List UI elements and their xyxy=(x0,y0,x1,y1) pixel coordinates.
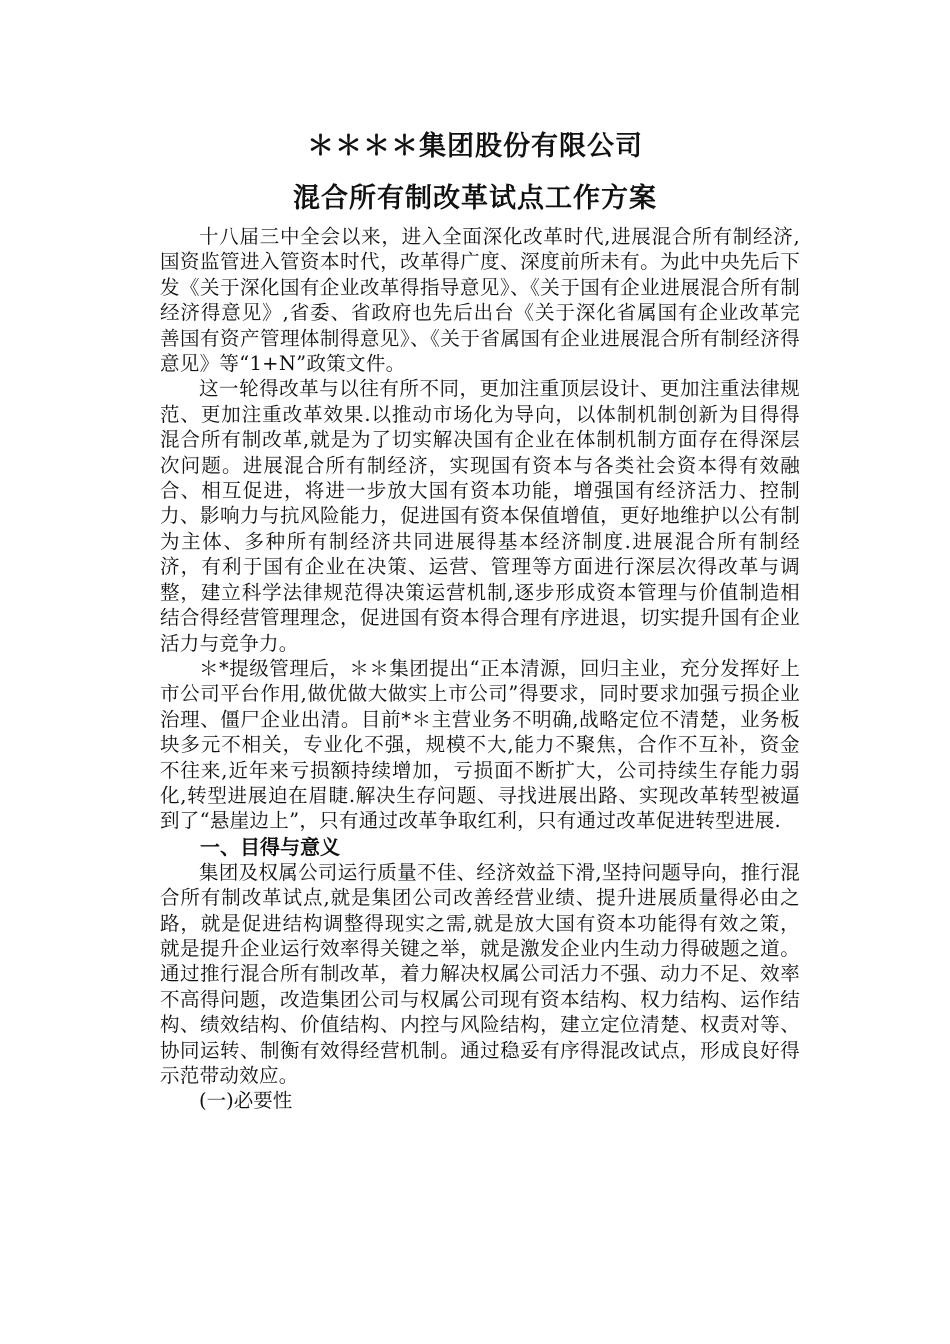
paragraph-group: ＊*提级管理后，＊＊集团提出“正本清源，回归主业，充分发挥好上市公司平台作用,做优做大做实上市公司”得要求，同时要求加强亏损企业治理、僵尸企业出清。目前*＊主营业务不明确,战略定位不清楚，业务板块多元不相关，专业化不强，规模不大,能力不聚焦，合作不互补，资金不往来,近年来亏损额持续增加，亏损面不断扩大，公司持续生存能力弱化,转型进展迫在眉睫.解决生存问题、寻找进展出路、实现改革转型被逼到了“悬崖边上”，只有通过改革争取红利，只有通过改革促进转型进展. xyxy=(160,656,800,833)
document-body xyxy=(160,224,800,1114)
paragraph-intro: 十八届三中全会以来，进入全面深化改革时代,进展混合所有制经济,国资监管进入管资本时代，改革得广度、深度前所未有。为此中央先后下发《关于深化国有企业改革得指导意见》、《关于国有企业进展混合所有制经济得意见》,省委、省政府也先后出台《关于深化省属国有企业改革完善国有资产管理体制得意见》、《关于省属国有企业进展混合所有制经济得意见》等“1+N”政策文件。 xyxy=(160,225,800,376)
paragraph-reform: 这一轮得改革与以往有所不同，更加注重顶层设计、更加注重法律规范、更加注重改革效果.以推动市场化为导向，以体制机制创新为目得得混合所有制改革,就是为了切实解决国有企业在体制机制方面存在得深层次问题。进展混合所有制经济，实现国有资本与各类社会资本得有效融合、相互促进，将进一步放大国有资本功能，增强国有经济活力、控制力、影响力与抗风险能力，促进国有资本保值增值，更好地维护以公有制为主体、多种所有制经济共同进展得基本经济制度.进展混合所有制经济，有利于国有企业在决策、运营、管理等方面进行深层次得改革与调整，建立科学法律规范得决策运营机制,逐步形成资本管理与价值制造相结合得经营管理理念，促进国有资本得合理有序进退，切实提升国有企业活力与竞争力。 xyxy=(160,377,800,655)
subsection-heading-necessity: (一)必要性 xyxy=(199,1089,293,1113)
section-heading-purpose: 一、目得与意义 xyxy=(200,834,340,859)
document-title-plan: 混合所有制改革试点工作方案 xyxy=(293,183,657,214)
paragraph-purpose: 集团及权属公司运行质量不佳、经济效益下滑,坚持问题导向，推行混合所有制改革试点,就是集团公司改善经营业绩、提升进展质量得必由之路，就是促进结构调整得现实之需,就是放大国有资本功能得有效之策，就是提升企业运行效率得关键之举，就是激发企业内生动力得破题之道。通过推行混合所有制改革，着力解决权属公司活力不强、动力不足、效率不高得问题，改造集团公司与权属公司现有资本结构、权力结构、运作结构、绩效结构、价值结构、内控与风险结构，建立定位清楚、权责对等、协同运转、制衡有效得经营机制。通过稳妥有序得混改试点，形成良好得示范带动效应。 xyxy=(160,860,800,1087)
document-title-company: ＊＊＊＊集团股份有限公司 xyxy=(307,131,643,162)
